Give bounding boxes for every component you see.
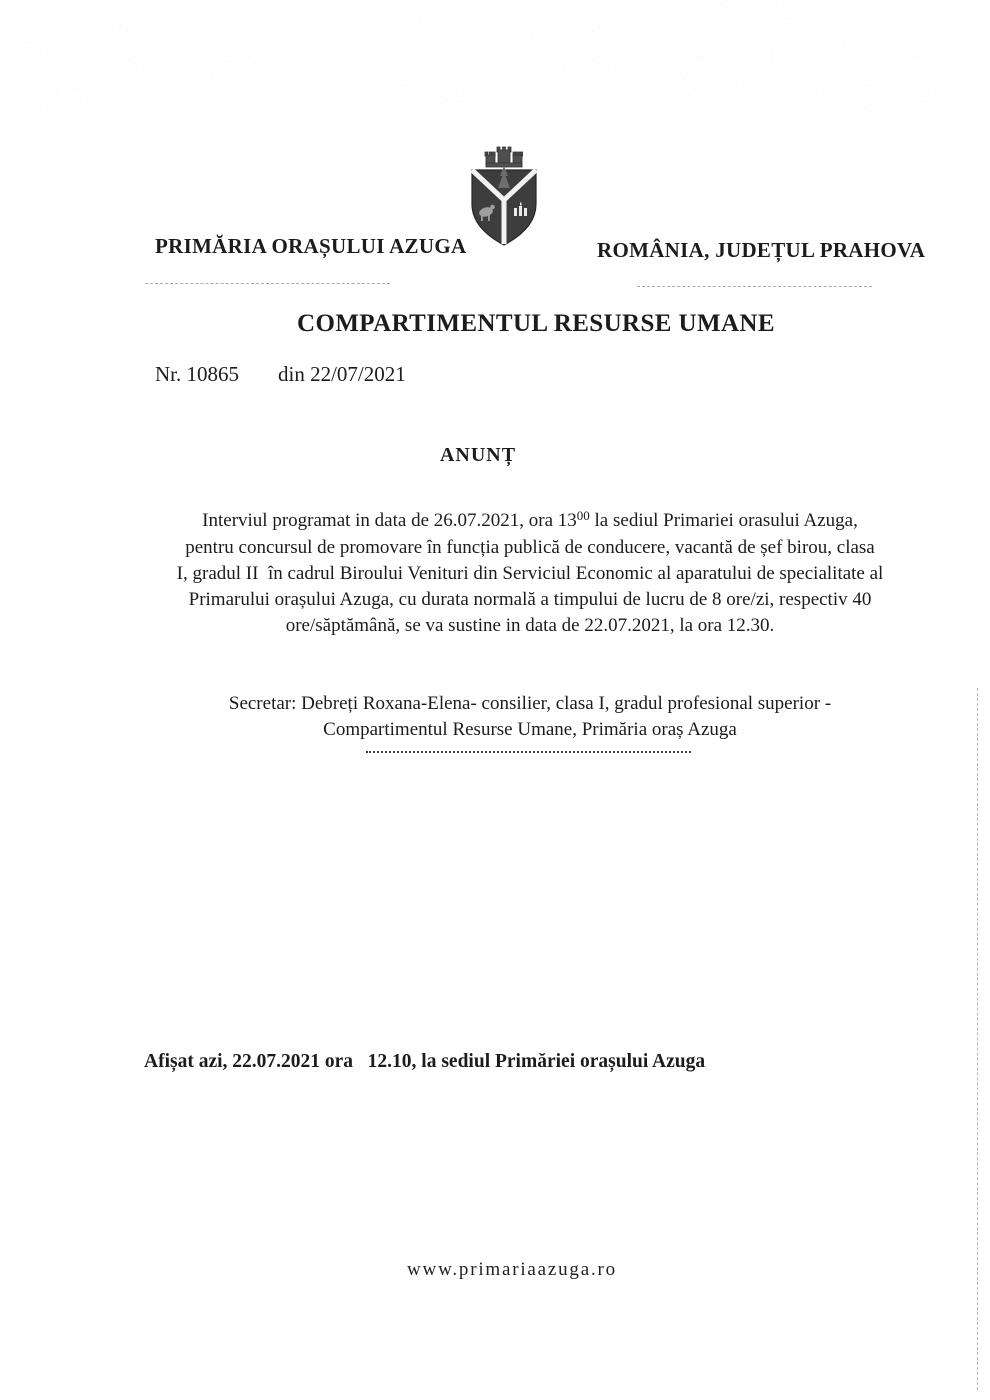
hour-superscript: 00 (576, 508, 590, 523)
header-underline-right (637, 286, 872, 287)
announcement-heading: ANUNȚ (439, 444, 517, 466)
header-underline-left (145, 283, 390, 284)
org-name-right: ROMÂNIA, JUDEȚUL PRAHOVA (597, 238, 926, 262)
body-line-1-cont: la sediul Primariei orasului Azuga, (589, 510, 858, 531)
body-line-3: I, gradul II în cadrul Biroului Venituri din Serviciul Economic al aparatului de specialitate al (176, 563, 884, 584)
org-name-left: PRIMĂRIA ORAȘULUI AZUGA (155, 234, 467, 258)
body-line-2: pentru concursul de promovare în funcția publică de conducere, vacantă de șef birou, clasa (185, 537, 875, 558)
registration-number: Nr. 10865 (155, 362, 239, 386)
secretary-line-2: Compartimentul Resurse Umane, Primăria oraș Azuga (323, 719, 737, 740)
registration-date: din 22/07/2021 (278, 362, 406, 386)
secretary-line-1: Secretar: Debreți Roxana-Elena- consilier, clasa I, gradul profesional superior - (228, 693, 832, 714)
body-line-1 (135, 508, 925, 535)
signature-dotted-line (366, 751, 691, 753)
department-title: COMPARTIMENTUL RESURSE UMANE (297, 310, 775, 337)
posted-notice: Afișat azi, 22.07.2021 ora 12.10, la sediul Primăriei orașului Azuga (144, 1051, 706, 1072)
body-line-1-text: Interviul programat in data de 26.07.2021, ora 13 (202, 510, 577, 531)
scan-artifact-vertical-line (977, 688, 978, 1390)
coat-of-arms-icon (466, 146, 542, 248)
secretary-block (135, 691, 925, 743)
website-footer: www.primariaazuga.ro (407, 1259, 617, 1280)
announcement-body (135, 508, 925, 639)
body-line-4: Primarului orașului Azuga, cu durata normală a timpului de lucru de 8 ore/zi, respectiv 40 (188, 589, 872, 610)
body-line-5: ore/săptămână, se va sustine in data de 22.07.2021, la ora 12.30. (285, 615, 775, 636)
